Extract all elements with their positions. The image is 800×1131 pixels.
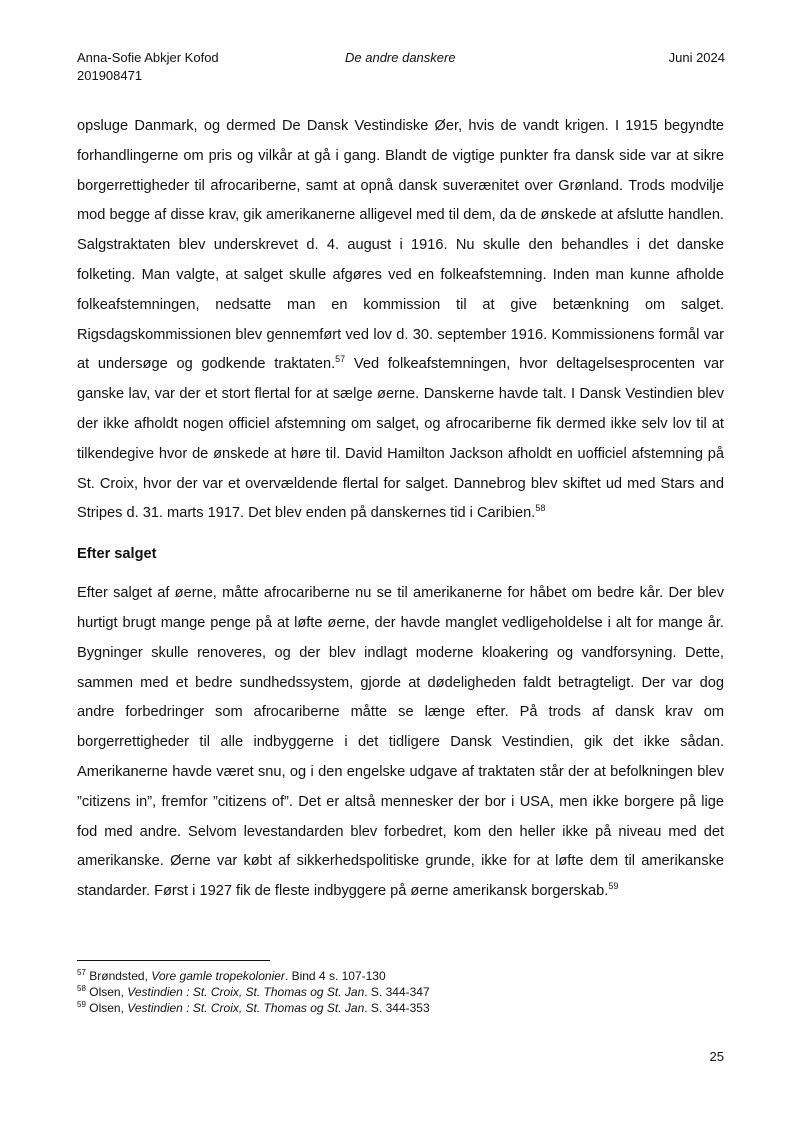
footnote-58 — [77, 984, 724, 1000]
footnote-number: 58 — [77, 984, 86, 993]
paragraph-1-part-2: Ved folkeafstemningen, hvor deltagelsesprocenten var ganske lav, var der et stort flertal for at sælge øerne. Danskerne havde talt. I Dansk Vestindien blev der ikke afholdt nogen officiel afstemning om salget, og afrocariberne fik dermed ikke selv lov til at tilkendegive hvor de ønskede at høre til. David Hamilton Jackson afholdt en uofficiel afstemning på St. Croix, hvor der var et overvældende flertal for salget. Dannebrog blev skiftet ud med Stars and Stripes d. 31. marts 1917. Det blev enden på danskernes tid i Caribien. — [77, 356, 725, 522]
header-author: Anna-Sofie Abkjer Kofod — [77, 50, 219, 65]
footnote-author: Brøndsted, — [89, 969, 152, 983]
document-body — [77, 112, 724, 907]
header-title: De andre danskere — [345, 50, 456, 65]
footnote-ref-57[interactable]: 57 — [335, 354, 346, 365]
footnote-title: Vestindien : St. Croix, St. Thomas og St. Jan — [127, 1001, 365, 1015]
footnote-pages: . Bind 4 s. 107-130 — [284, 969, 386, 983]
footnote-ref-58[interactable]: 58 — [535, 503, 546, 514]
footnote-pages: . S. 344-353 — [364, 1001, 430, 1015]
footnotes — [77, 968, 724, 1016]
footnote-title: Vestindien : St. Croix, St. Thomas og St. Jan — [127, 985, 365, 999]
header-author-block — [77, 49, 219, 85]
footnote-author: Olsen, — [89, 1001, 128, 1015]
footnote-number: 57 — [77, 968, 86, 977]
paragraph-1-part-1: opsluge Danmark, og dermed De Dansk Vestindiske Øer, hvis de vandt krigen. I 1915 begyndte forhandlingerne om pris og vilkår at gå i gang. Blandt de vigtige punkter fra dansk side var at sikre borgerrettigheder til afrocariberne, samt at opnå dansk suverænitet over Grønland. Trods modvilje mod begge af disse krav, gik amerikanerne alligevel med til dem, da de ønskede at afslutte handlen. Salgstraktaten blev underskrevet d. 4. august i 1916. Nu skulle den behandles i det danske folketing. Man valgte, at salget skulle afgøres ved en folkeafstemning. Inden man kunne afholde folkeafstemningen, nedsatte man en kommission til at give betænkning om salget. Rigsdagskommissionen blev gennemført ved lov d. 30. september 1916. Kommissionens formål var at undersøge og godkende traktaten. — [77, 118, 724, 373]
page-number: 25 — [709, 1049, 724, 1064]
footnote-ref-59[interactable]: 59 — [608, 881, 619, 892]
footnote-59 — [77, 1000, 724, 1016]
paragraph-1 — [77, 112, 724, 529]
footnote-57 — [77, 968, 724, 984]
paragraph-2 — [77, 579, 724, 907]
footnote-author: Olsen, — [89, 985, 128, 999]
footnote-pages: . S. 344-347 — [364, 985, 430, 999]
footnote-divider — [77, 960, 270, 961]
section-heading: Efter salget — [77, 546, 157, 563]
footnote-number: 59 — [77, 1000, 86, 1009]
header-student-id: 201908471 — [77, 68, 143, 83]
paragraph-2-text: Efter salget af øerne, måtte afrocariberne nu se til amerikanerne for håbet om bedre kår. Der blev hurtigt brugt mange penge på at løfte øerne, der havde manglet vedligeholdelse i alt for mange år. Bygninger skulle renoveres, og der blev indlagt moderne kloakering og vandforsyning. Dette, sammen med et bedre sundhedssystem, gjorde at dødeligheden faldt betragteligt. Der var dog andre forbedringer som afrocariberne måtte se længe efter. På trods af dansk krav om borgerrettigheder til alle indbyggerne i det tidligere Dansk Vestindien, gik det ikke sådan. Amerikanerne havde været snu, og i den engelske udgave af traktaten står der at befolkningen blev ”citizens in”, fremfor ”citizens of”. Det er altså mennesker der bor i USA, men ikke borgere på lige fod med andre. Selvom levestandarden blev forbedret, kom den heller ikke på niveau med det amerikanske. Øerne var købt af sikkerhedspolitiske grunde, ikke for at løfte dem til amerikanske standarder. Først i 1927 fik de fleste indbyggere på øerne amerikansk borgerskab. — [77, 585, 724, 900]
footnote-title: Vore gamle tropekolonier — [151, 969, 285, 983]
header-date: Juni 2024 — [668, 50, 725, 65]
